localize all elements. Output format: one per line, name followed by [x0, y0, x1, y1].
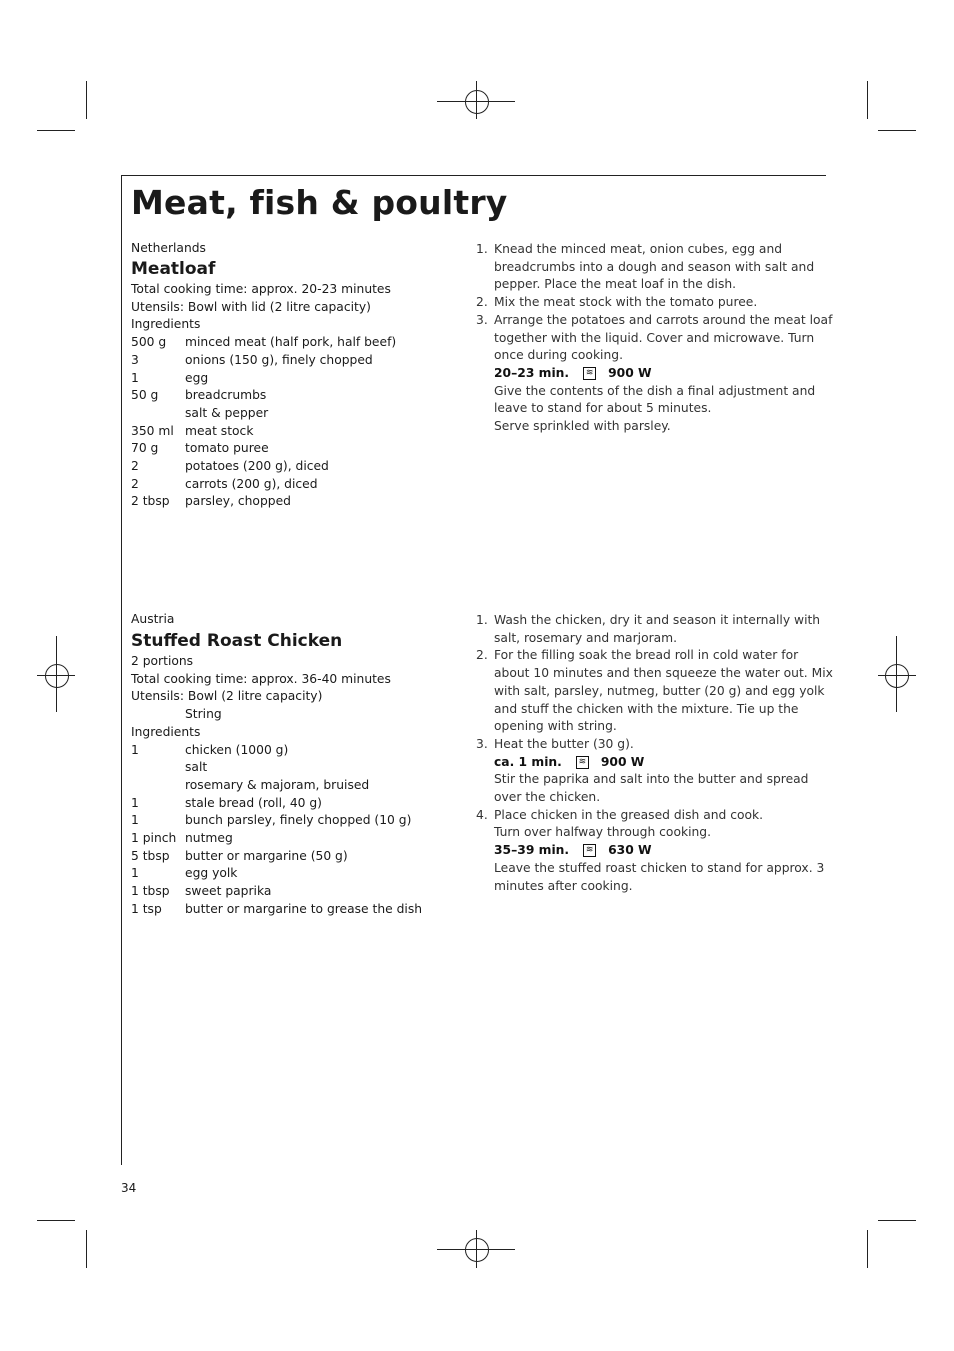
step-text: Knead the minced meat, onion cubes, egg and [494, 242, 783, 256]
method-step [476, 241, 815, 294]
crop-mark [878, 130, 916, 131]
setting-power: 900 W [608, 365, 652, 380]
ingredient-item: salt & pepper [185, 405, 269, 420]
microwave-icon: ≋ [576, 756, 589, 769]
chicken-country: Austria [131, 612, 175, 626]
ingredient-qty: 1 [131, 742, 139, 757]
step-text: breadcrumbs into a dough and season with salt and [494, 259, 815, 274]
step-text: For the filling soak the bread roll in cold water for [494, 648, 799, 663]
ingredient-qty: 2 [131, 476, 139, 491]
step-text: salt, rosemary and marjoram. [494, 630, 678, 645]
step-text: leave to stand for about 5 minutes. [494, 401, 712, 416]
ingredient-row [131, 352, 396, 370]
cooking-setting [494, 754, 806, 772]
setting-time: ca. 1 min. [494, 754, 562, 769]
ingredient-row [131, 387, 396, 405]
method-step [476, 312, 833, 436]
meatloaf-heading: Meatloaf [131, 259, 216, 279]
ingredient-item: parsley, chopped [185, 494, 291, 509]
cooking-setting [494, 365, 806, 383]
ingredient-item: minced meat (half pork, half beef) [185, 335, 397, 350]
frame-top-rule [121, 175, 826, 176]
meatloaf-utensils: Utensils: Bowl with lid (2 litre capacity) [131, 299, 371, 314]
page-title: Meat, fish & poultry [131, 183, 508, 222]
step-text: together with the liquid. Cover and microwave. Turn [494, 330, 815, 345]
ingredient-item: onions (150 g), finely chopped [185, 352, 373, 367]
crop-mark [86, 81, 87, 119]
step-text: pepper. Place the meat loaf in the dish. [494, 277, 737, 292]
ingredient-item: butter or margarine (50 g) [185, 848, 348, 863]
meatloaf-ingredients-label: Ingredients [131, 317, 201, 332]
method-step [476, 807, 825, 896]
meatloaf-method [476, 241, 833, 436]
step-number: 4. [476, 807, 488, 822]
chicken-utensils-extra: String [185, 707, 222, 722]
ingredient-item: potatoes (200 g), diced [185, 459, 329, 474]
ingredient-qty [131, 405, 185, 423]
step-number: 3. [476, 312, 488, 327]
ingredient-item: bunch parsley, finely chopped (10 g) [185, 813, 412, 828]
ingredient-item: carrots (200 g), diced [185, 476, 318, 491]
ingredient-item: rosemary & majoram, bruised [185, 777, 370, 792]
step-text: opening with string. [494, 719, 617, 734]
ingredient-item: breadcrumbs [185, 388, 267, 403]
ingredient-item: salt [185, 760, 208, 775]
step-text: Arrange the potatoes and carrots around the meat loaf [494, 312, 833, 327]
ingredient-qty: 70 g [131, 441, 159, 456]
setting-time: 20–23 min. [494, 365, 570, 380]
chicken-heading: Stuffed Roast Chicken [131, 631, 343, 651]
ingredient-qty [131, 759, 185, 777]
method-step [476, 736, 809, 807]
chicken-cooking-time: Total cooking time: approx. 36-40 minutes [131, 671, 391, 686]
ingredient-qty: 2 [131, 459, 139, 474]
ingredient-row [131, 848, 422, 866]
ingredient-row [131, 865, 422, 883]
step-text: Heat the butter (30 g). [494, 736, 634, 751]
ingredient-row [131, 830, 422, 848]
meatloaf-ingredients-table [131, 334, 396, 511]
crop-mark [37, 1220, 75, 1221]
step-text: Leave the stuffed roast chicken to stand for approx. 3 [494, 860, 825, 875]
ingredient-row [131, 405, 396, 423]
frame-left-rule [121, 175, 122, 1165]
ingredient-qty: 2 tbsp [131, 494, 170, 509]
step-number: 1. [476, 613, 488, 627]
meatloaf-country: Netherlands [131, 241, 206, 255]
step-text: over the chicken. [494, 790, 601, 805]
ingredient-qty [131, 777, 185, 795]
chicken-utensils: Utensils: Bowl (2 litre capacity) [131, 689, 323, 704]
step-text: Wash the chicken, dry it and season it internally with [494, 613, 821, 627]
ingredient-row [131, 370, 396, 388]
method-step [476, 294, 806, 312]
step-number: 2. [476, 648, 488, 663]
chicken-method [476, 612, 833, 895]
meatloaf-info [131, 241, 451, 511]
meatloaf-cooking-time: Total cooking time: approx. 20-23 minutes [131, 282, 391, 296]
ingredient-qty: 1 [131, 866, 139, 881]
ingredient-row [131, 883, 422, 901]
ingredient-row [131, 440, 396, 458]
step-number: 2. [476, 295, 488, 310]
ingredient-item: tomato puree [185, 441, 269, 456]
chicken-info [131, 612, 451, 919]
ingredient-item: chicken (1000 g) [185, 742, 289, 757]
ingredient-item: meat stock [185, 423, 254, 438]
ingredient-item: sweet paprika [185, 884, 272, 899]
step-text: Turn over halfway through cooking. [494, 825, 712, 840]
microwave-icon: ≋ [583, 367, 596, 380]
ingredient-qty: 500 g [131, 335, 167, 350]
crop-mark [878, 1220, 916, 1221]
ingredient-qty: 50 g [131, 388, 159, 403]
ingredient-row [131, 795, 422, 813]
ingredient-qty: 1 [131, 370, 139, 385]
microwave-icon: ≋ [583, 844, 596, 857]
step-text: Mix the meat stock with the tomato puree. [494, 295, 758, 310]
step-text: Give the contents of the dish a final adjustment and [494, 383, 816, 398]
method-step [476, 647, 833, 736]
ingredient-row [131, 759, 422, 777]
ingredient-item: egg yolk [185, 866, 238, 881]
step-text: about 10 minutes and then squeeze the water out. Mix [494, 666, 833, 681]
ingredient-row [131, 476, 396, 494]
ingredient-qty: 5 tbsp [131, 848, 170, 863]
ingredient-row [131, 423, 396, 441]
step-text: Serve sprinkled with parsley. [494, 419, 671, 434]
crop-mark [867, 81, 868, 119]
ingredient-item: egg [185, 370, 209, 385]
ingredient-qty: 3 [131, 352, 139, 367]
crop-mark [86, 1230, 87, 1268]
step-text: once during cooking. [494, 348, 623, 363]
crop-mark [37, 130, 75, 131]
step-text: minutes after cooking. [494, 878, 633, 893]
ingredient-qty: 1 pinch [131, 831, 177, 846]
page-number: 34 [121, 1181, 137, 1195]
ingredient-item: stale bread (roll, 40 g) [185, 795, 322, 810]
ingredient-item: butter or margarine to grease the dish [185, 901, 423, 916]
cooking-setting [494, 842, 806, 860]
method-step [476, 612, 821, 647]
step-number: 3. [476, 736, 488, 751]
ingredient-row [131, 458, 396, 476]
ingredient-row [131, 742, 422, 760]
ingredient-qty: 1 [131, 813, 139, 828]
crop-mark [867, 1230, 868, 1268]
ingredient-qty: 1 [131, 795, 139, 810]
ingredient-row [131, 334, 396, 352]
ingredient-item: nutmeg [185, 831, 233, 846]
ingredient-row [131, 901, 422, 919]
chicken-ingredients-table [131, 742, 422, 919]
chicken-ingredients-label: Ingredients [131, 724, 201, 739]
ingredient-qty: 1 tbsp [131, 884, 170, 899]
ingredient-qty: 350 ml [131, 423, 174, 438]
chicken-portions: 2 portions [131, 654, 194, 668]
ingredient-row [131, 777, 422, 795]
step-text: Place chicken in the greased dish and cook. [494, 807, 764, 822]
step-number: 1. [476, 242, 488, 256]
step-text: with salt, parsley, nutmeg, butter (20 g) and egg yolk [494, 683, 825, 698]
ingredient-row [131, 812, 422, 830]
ingredient-qty: 1 tsp [131, 901, 162, 916]
setting-power: 630 W [608, 843, 652, 858]
step-text: Stir the paprika and salt into the butter and spread [494, 772, 809, 787]
setting-power: 900 W [600, 754, 645, 769]
setting-time: 35–39 min. [494, 843, 570, 858]
ingredient-row [131, 493, 396, 511]
step-text: and stuff the chicken with the mixture. Tie up the [494, 701, 799, 716]
